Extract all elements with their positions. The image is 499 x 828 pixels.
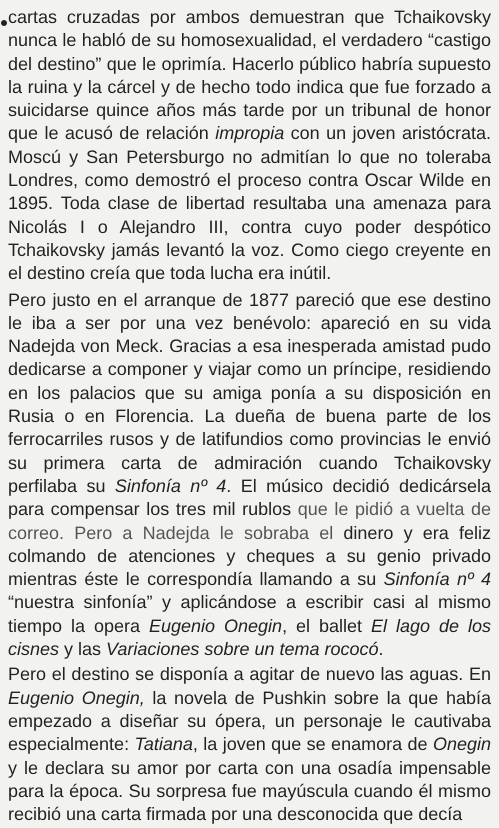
text-segment: “nuestra sinfonía” y aplicándose a escribir casi al mismo tiempo la opera [8,592,491,636]
paragraph [8,663,491,826]
paragraph [8,289,491,662]
italic-text-segment: Onegin [432,734,492,755]
text-segment: la novela de Pushkin sobre la que había empezado a diseñar su ópera, un personaje le cautivaba especialmente: [8,687,491,755]
text-segment: y le declara su amor por carta con una osadía impensable para la época. Su sorpresa fue mayúscula cuando él mismo recibió una carta firmada por una desconocida que decía [8,757,491,825]
document-body [8,6,491,828]
text-segment: cartas cruzadas por ambos demuestran que Tchaikovsky nunca le habló de su homosexualidad, el verdadero “castigo del destino” que le oprimía. Hacerlo público habría supuesto la ruina y la cárcel y de hecho todo indica que fue forzado a suicidarse quince años más tarde por un tribunal de honor que le acusó de relación [8,7,491,144]
paragraph [8,6,491,286]
italic-text-segment: Sinfonía nº 4 [383,569,491,590]
italic-text-segment: Eugenio Onegin, [8,687,145,708]
text-segment: . [378,639,384,660]
text-segment: y las [59,639,107,660]
italic-text-segment: El lago de los cisnes [8,615,491,660]
text-segment: Pero el destino se disponía a agitar de nuevo las aguas. En [8,664,491,685]
text-segment: . El músico decidió dedicársela para compensar los tres mil rublos [8,475,491,520]
faded-text-segment: que le pidió a vuelta de correo. Pero a Nadejda le sobraba el [8,499,491,543]
text-segment: dinero y era feliz colmando de atenciones y cheques a su genio privado mientras éste le correspondía llamando a su [8,522,491,590]
italic-text-segment: impropia [215,123,285,144]
italic-text-segment: Sinfonía nº 4 [114,475,227,496]
italic-text-segment: Eugenio Onegin [148,615,283,636]
text-segment: con un joven aristócrata. Moscú y San Petersburgo no admitían lo que no toleraba Londres, como demostró el proceso contra Oscar Wilde en 1895. Toda clase de libertad resultaba una amenaza para Nicolás I o Alejandro III, contra cuyo poder despótico Tchaikovsky jamás levantó la voz. Como ciego creyente en el destino creía que toda lucha era inútil. [8,123,491,284]
text-segment: , el ballet [282,615,372,636]
italic-text-segment: Variaciones sobre un tema rococó [106,639,379,660]
text-segment: Pero justo en el arranque de 1877 pareció que ese destino le iba a ser por una vez benévolo: apareció en su vida Nadejda von Meck. Gracias a esa inesperada amistad pudo dedicarse a componer y viajar como un príncipe, residiendo en los palacios que su amiga ponía a su disposición en Rusia o en Florencia. La dueña de buena parte de los ferrocarriles rusos y de latifundios como provincias le envió su primera carta de admiración cuando Tchaikovsky perfilaba su [8,289,491,496]
bullet-mark [1,20,7,26]
text-segment: , la joven que se enamora de [192,734,433,755]
italic-text-segment: Tatiana [134,734,193,755]
